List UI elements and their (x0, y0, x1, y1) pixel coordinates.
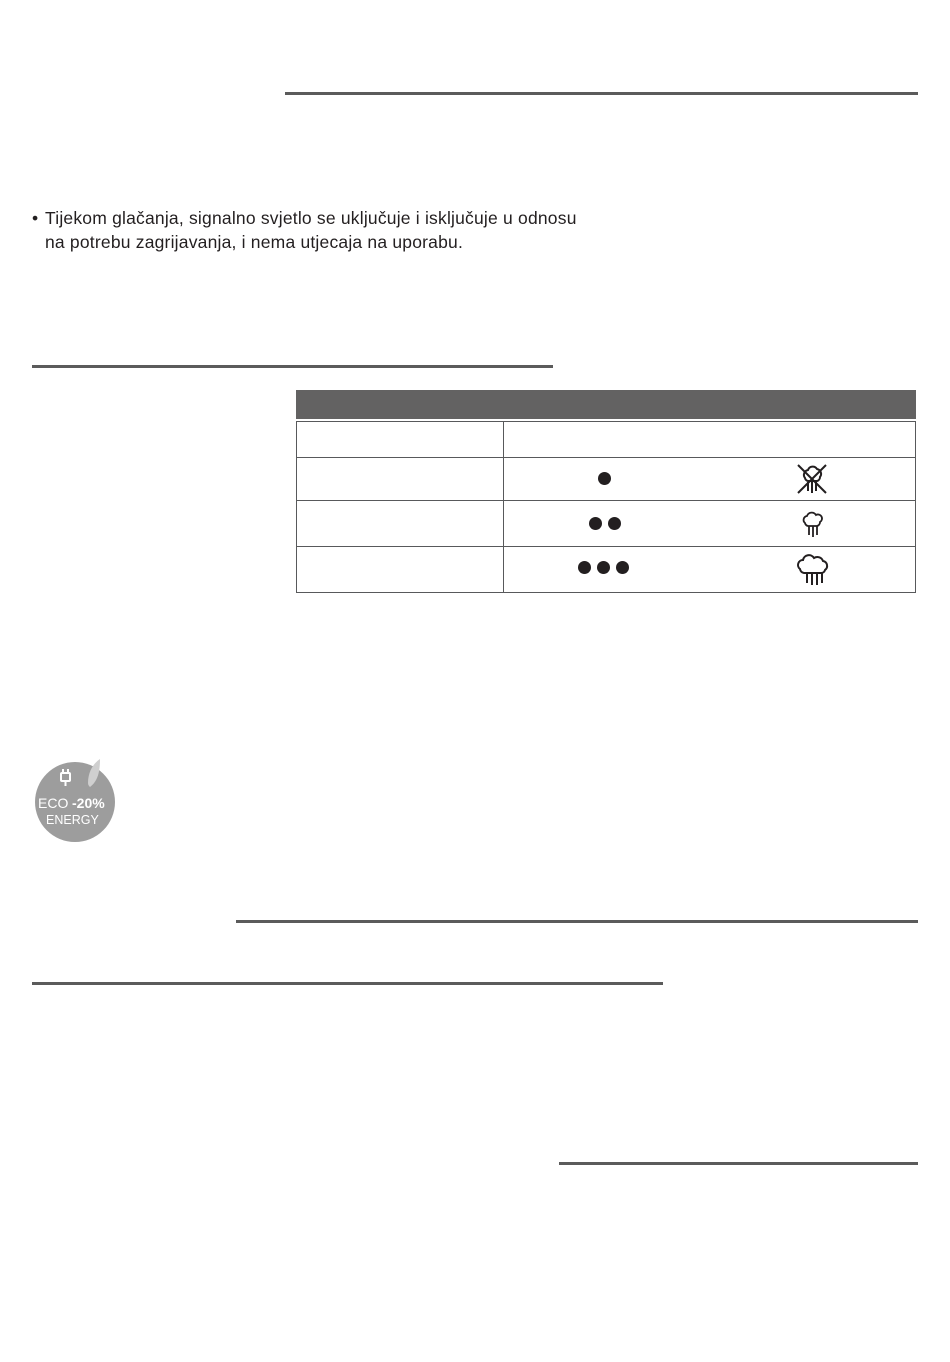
bullet-text-line-2: na potrebu zagrijavanja, i nema utjecaja na uporabu. (45, 232, 464, 252)
dot (589, 517, 602, 530)
section-rule-1 (285, 92, 918, 95)
dot (616, 561, 629, 574)
steam-settings-table (296, 390, 916, 593)
table-row (297, 501, 915, 547)
table-row (297, 547, 915, 592)
table-body (296, 421, 916, 593)
no-steam-icon (794, 461, 830, 497)
steam-high-icon (795, 550, 831, 588)
bullet-text-line-1: Tijekom glačanja, signalno svjetlo se uključuje i isključuje u odnosu (45, 208, 577, 228)
dot (608, 517, 621, 530)
section-rule-4 (32, 982, 663, 985)
dot-indicator-2 (589, 517, 621, 530)
table-row (297, 458, 915, 501)
badge-text-eco: ECO (38, 795, 69, 811)
section-rule-2 (32, 365, 553, 368)
section-rule-5 (559, 1162, 918, 1165)
steam-low-icon (799, 508, 827, 540)
dot-indicator-1 (598, 472, 611, 485)
table-row (297, 422, 915, 458)
bullet-marker: • (32, 208, 39, 228)
dot (598, 472, 611, 485)
dot (597, 561, 610, 574)
dot-indicator-3 (578, 561, 629, 574)
section-rule-3 (236, 920, 918, 923)
eco-energy-badge (34, 757, 118, 843)
table-header-bar (296, 390, 916, 419)
dot (578, 561, 591, 574)
badge-text-energy: ENERGY (46, 813, 99, 827)
badge-text-percent: -20% (72, 795, 105, 811)
